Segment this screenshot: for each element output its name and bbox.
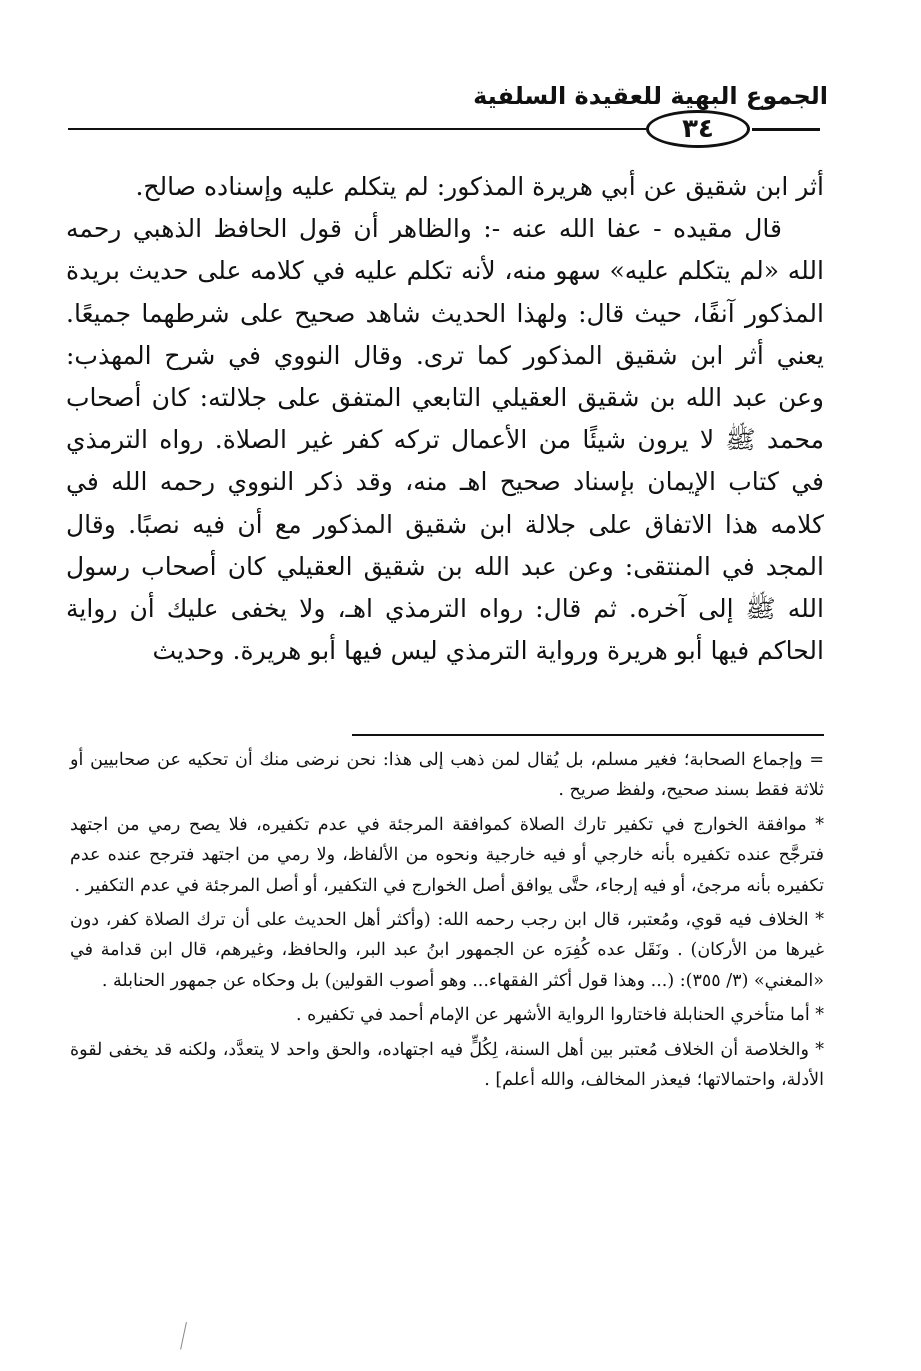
footnote-item <box>70 810 824 901</box>
header-rule-left <box>68 128 646 130</box>
footnote-item <box>70 1035 824 1096</box>
footnote-item <box>70 745 824 806</box>
footnote-text: = وإجماع الصحابة؛ فغير مسلم، بل يُقال لمن ذهب إلى هذا: نحن نرضى منك أن تحكيه عن صحابيين أو ثلاثة فقط بسند صحيح، ولفظ صريح . <box>70 750 824 801</box>
footnote-text: * موافقة الخوارج في تكفير تارك الصلاة كموافقة المرجئة في عدم تكفيره، فلا يصح رمي من اجتهد فترجَّح عنده تكفيره بأنه خارجي أو فيه خارجية ونحوه من الألفاظ، ولا رمي من اجتهد فترجح عنده عدم تكفيره بأنه مرجئ، أو فيه إرجاء، حتَّى يوافق أصل الخوارج في التكفير، أو أصل المرجئة في عدم التكفير . <box>70 814 824 896</box>
page-number-badge: ٣٤ <box>646 110 750 148</box>
main-body-text <box>66 166 824 672</box>
footnote-text: * والخلاصة أن الخلاف مُعتبر بين أهل السنة، لِكُلٍّ فيه اجتهاده، والحق واحد لا يتعدَّد، ولكنه قد يخفى لقوة الأدلة، واحتمالاتها؛ فيعذر المخالف، والله أعلم] . <box>70 1039 824 1091</box>
body-paragraph: أثر ابن شقيق عن أبي هريرة المذكور: لم يتكلم عليه وإسناده صالح. <box>135 172 824 201</box>
footnote-item <box>70 1000 824 1030</box>
footnote-separator <box>352 734 824 736</box>
footnote-text: * أما متأخري الحنابلة فاختاروا الرواية الأشهر عن الإمام أحمد في تكفيره . <box>295 1005 824 1026</box>
footnote-text: * الخلاف فيه قوي، ومُعتبر، قال ابن رجب رحمه الله: (وأكثر أهل الحديث على أن ترك الصلاة كفر، دون غيرها من الأركان) . ونَقَل عده كُفِرَه عن الجمهور ابنُ عبد البر، والحافظ، وغيرهم، قال ابن قدامة في «المغني» (٣/ ٣٥٥): (... وهذا قول أكثر الفقهاء... وهو أصوب القولين) بل وحكاه عن جمهور الحنابلة . <box>70 910 824 991</box>
scan-mark <box>180 1322 189 1350</box>
footnotes-section <box>70 745 824 1099</box>
header-rule-right <box>752 128 820 131</box>
footnote-item <box>70 905 824 996</box>
body-paragraph: قال مقيده - عفا الله عنه -: والظاهر أن قول الحافظ الذهبي رحمه الله «لم يتكلم عليه» سهو منه، لأنه تكلم عليه في كلامه على حديث بريدة المذكور آنفًا، حيث قال: ولهذا الحديث شاهد صحيح على شرطهما جميعًا. يعني أثر ابن شقيق المذكور كما ترى. وقال النووي في شرح المهذب: وعن عبد الله بن شقيق العقيلي التابعي المتفق على جلالته: كان أصحاب محمد ﷺ لا يرون شيئًا من الأعمال تركه كفر غير الصلاة. رواه الترمذي في كتاب الإيمان بإسناد صحيح اهـ منه، وقد ذكر النووي رحمه الله في كلامه هذا الاتفاق على جلالة ابن شقيق المذكور مع أن فيه نصبًا. وقال المجد في المنتقى: وعن عبد الله بن شقيق العقيلي كان أصحاب رسول الله ﷺ إلى آخره. ثم قال: رواه الترمذي اهـ، ولا يخفى عليك أن رواية الحاكم فيها أبو هريرة ورواية الترمذي ليس فيها أبو هريرة. وحديث <box>66 214 825 666</box>
running-header-title: الجموع البهية للعقيدة السلفية <box>473 82 828 110</box>
